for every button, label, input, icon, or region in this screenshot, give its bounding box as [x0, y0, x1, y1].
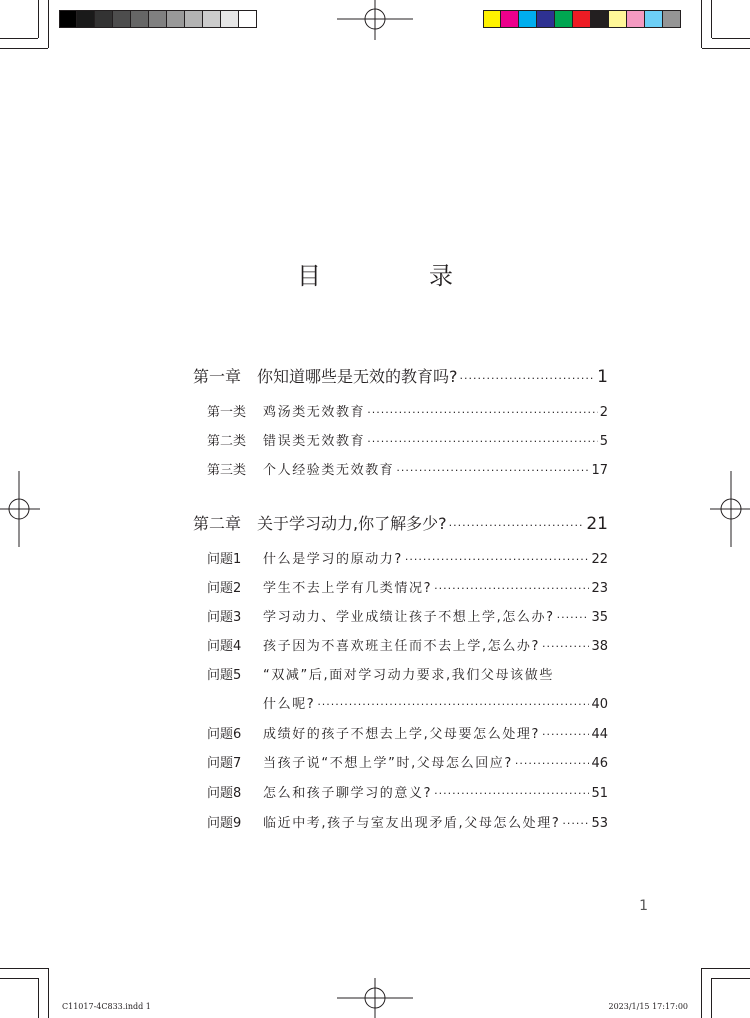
section-title: 孩子因为不喜欢班主任而不去上学,怎么办? — [263, 639, 541, 654]
section-title: 个人经验类无效教育 — [263, 463, 395, 478]
section-title-line-1: “双减”后,面对学习动力要求,我们父母该做些 — [263, 668, 554, 683]
gray-swatch-6 — [149, 10, 167, 28]
dot-leader — [542, 640, 589, 653]
gray-swatch-4 — [113, 10, 131, 28]
dot-leader — [449, 519, 585, 532]
dot-leader — [562, 817, 589, 830]
gray-swatch-1 — [59, 10, 77, 28]
gray-swatch-7 — [167, 10, 185, 28]
section-page: 44 — [591, 727, 608, 742]
section-page: 53 — [591, 816, 608, 831]
color-swatch-2 — [501, 10, 519, 28]
chapter-number: 第一章 — [193, 367, 242, 386]
slug-filename: C11017-4C833.indd 1 — [62, 1002, 151, 1011]
gray-swatch-10 — [221, 10, 239, 28]
color-swatch-10 — [645, 10, 663, 28]
gray-swatch-5 — [131, 10, 149, 28]
dot-leader — [460, 372, 596, 385]
color-swatch-7 — [591, 10, 609, 28]
color-swatch-6 — [573, 10, 591, 28]
dot-leader — [515, 757, 590, 770]
toc-section[interactable] — [207, 430, 608, 449]
chapter-title: 你知道哪些是无效的教育吗? — [257, 367, 458, 386]
dot-leader — [317, 698, 589, 711]
section-number: 问题2 — [207, 581, 242, 596]
section-number: 第三类 — [207, 463, 247, 478]
toc-section-continuation[interactable] — [263, 693, 608, 712]
gray-swatch-2 — [77, 10, 95, 28]
chapter-number: 第二章 — [193, 514, 242, 533]
dot-leader — [557, 611, 590, 624]
section-number: 问题5 — [207, 668, 242, 683]
section-number: 问题9 — [207, 816, 242, 831]
section-page: 17 — [591, 463, 608, 478]
dot-leader — [434, 582, 589, 595]
toc-section[interactable] — [207, 782, 608, 801]
dot-leader — [434, 787, 589, 800]
registration-mark-right — [710, 471, 750, 547]
section-page: 46 — [591, 756, 608, 771]
section-title: 学习动力、学业成绩让孩子不想上学,怎么办? — [263, 610, 555, 625]
section-title: 当孩子说“不想上学”时,父母怎么回应? — [263, 756, 513, 771]
dot-leader — [367, 435, 598, 448]
color-swatch-5 — [555, 10, 573, 28]
gray-swatch-9 — [203, 10, 221, 28]
toc-section[interactable] — [207, 723, 608, 742]
page-number: 1 — [639, 898, 648, 914]
section-title: 学生不去上学有几类情况? — [263, 581, 433, 596]
section-title: 怎么和孩子聊学习的意义? — [263, 786, 433, 801]
section-number: 第二类 — [207, 434, 247, 449]
gray-swatch-11 — [239, 10, 257, 28]
toc-section[interactable] — [207, 548, 608, 567]
section-title: 什么是学习的原动力? — [263, 552, 403, 567]
toc-section[interactable] — [207, 459, 608, 478]
section-page: 51 — [591, 786, 608, 801]
section-title: 成绩好的孩子不想去上学,父母要怎么处理? — [263, 727, 541, 742]
registration-mark-left — [0, 471, 40, 547]
dot-leader — [396, 464, 589, 477]
section-page: 35 — [591, 610, 608, 625]
section-page: 5 — [599, 434, 608, 449]
section-number: 问题6 — [207, 727, 242, 742]
dot-leader — [405, 553, 590, 566]
color-swatch-8 — [609, 10, 627, 28]
gray-color-bar — [59, 10, 257, 28]
section-page: 23 — [591, 581, 608, 596]
section-page: 40 — [591, 697, 608, 712]
registration-mark-bottom — [337, 978, 413, 1018]
section-page: 22 — [591, 552, 608, 567]
color-swatch-4 — [537, 10, 555, 28]
process-color-bar — [483, 10, 681, 28]
section-number: 问题3 — [207, 610, 242, 625]
section-number: 第一类 — [207, 405, 247, 420]
registration-mark-top — [337, 0, 413, 40]
section-number: 问题8 — [207, 786, 242, 801]
section-title: 临近中考,孩子与室友出现矛盾,父母怎么处理? — [263, 816, 561, 831]
color-swatch-3 — [519, 10, 537, 28]
dot-leader — [542, 728, 589, 741]
toc-section[interactable] — [207, 606, 608, 625]
section-title: 错误类无效教育 — [263, 434, 366, 449]
section-title: 什么呢? — [263, 697, 316, 712]
color-swatch-11 — [663, 10, 681, 28]
toc-section[interactable] — [207, 635, 608, 654]
section-number: 问题7 — [207, 756, 242, 771]
toc-chapter-1[interactable] — [193, 364, 608, 387]
toc-section[interactable] — [207, 401, 608, 420]
section-page: 2 — [599, 405, 608, 420]
gray-swatch-3 — [95, 10, 113, 28]
color-swatch-9 — [627, 10, 645, 28]
section-number: 问题1 — [207, 552, 242, 567]
chapter-page: 1 — [597, 367, 608, 387]
slug-timestamp: 2023/1/15 17:17:00 — [608, 1002, 688, 1011]
toc-section[interactable] — [207, 812, 608, 831]
section-page: 38 — [591, 639, 608, 654]
chapter-page: 21 — [586, 514, 608, 534]
toc-section[interactable] — [207, 664, 608, 683]
gray-swatch-8 — [185, 10, 203, 28]
toc-section[interactable] — [207, 752, 608, 771]
toc-section[interactable] — [207, 577, 608, 596]
toc-chapter-2[interactable] — [193, 511, 608, 534]
dot-leader — [367, 406, 598, 419]
section-title: 鸡汤类无效教育 — [263, 405, 366, 420]
color-swatch-1 — [483, 10, 501, 28]
chapter-title: 关于学习动力,你了解多少? — [257, 514, 447, 533]
section-number: 问题4 — [207, 639, 242, 654]
page-title: 目 录 — [297, 262, 495, 290]
